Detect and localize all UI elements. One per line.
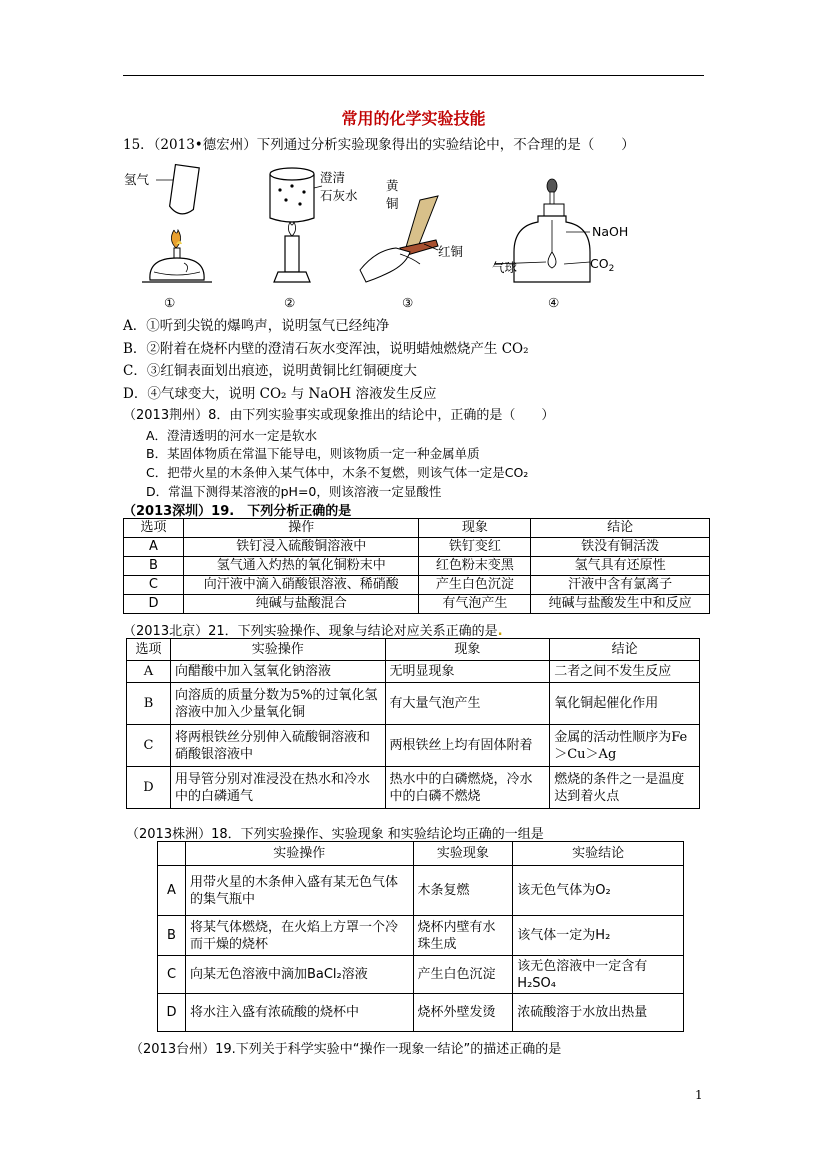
q15-option-c: C．③红铜表面划出痕迹，说明黄铜比红铜硬度大: [123, 363, 417, 379]
label-co2: $CO_2$: [590, 256, 615, 274]
table-cell: A: [124, 538, 184, 557]
header-cell: 结论: [550, 639, 700, 661]
table-cell: 铁钉变红: [419, 538, 531, 557]
label-limewater-1: 澄清: [320, 170, 346, 185]
table-cell: 有大量气泡产生: [385, 683, 550, 725]
table-cell: 产生白色沉淀: [413, 956, 513, 994]
q21bj-stem-dot: .: [497, 624, 503, 639]
table-cell: B: [124, 557, 184, 576]
label-naoh: NaOH: [592, 224, 629, 239]
header-cell: 实验操作: [185, 842, 413, 866]
label-hydrogen: 氢气: [124, 172, 150, 187]
q8-option-d: D．常温下测得某溶液的pH=0，则该溶液一定显酸性: [146, 484, 442, 499]
table-cell: 热水中的白磷燃烧，冷水中的白磷不燃烧: [385, 767, 550, 809]
table-cell: 铁没有铜活泼: [531, 538, 710, 557]
table-cell: D: [158, 994, 186, 1032]
table-row: [124, 557, 710, 576]
table-cell: 汗液中含有氯离子: [531, 576, 710, 595]
label-brass-1: 黄: [386, 178, 399, 193]
q19sz-table: [123, 518, 710, 614]
table-cell: 该无色溶液中一定含有H₂SO₄: [513, 956, 684, 994]
header-cell: [158, 842, 186, 866]
label-brass-2: 铜: [386, 196, 399, 211]
header-cell: 选项: [127, 639, 171, 661]
table-cell: C: [127, 725, 171, 767]
page-number: 1: [695, 1088, 703, 1102]
table-cell: 氧化铜起催化作用: [550, 683, 700, 725]
q18zz-stem: （2013株洲）18．下列实验操作、实验现象 和实验结论均正确的一组是: [126, 827, 544, 842]
table-row: [158, 866, 684, 916]
q8-option-b: B．某固体物质在常温下能导电，则该物质一定一种金属单质: [146, 446, 480, 461]
figure-2-candle-beaker: [270, 168, 358, 310]
table-row: [127, 661, 700, 683]
header-cell: 实验现象: [413, 842, 513, 866]
figure-number-2: ②: [284, 295, 296, 310]
table-cell: 木条复燃: [413, 866, 513, 916]
table-cell: 该气体一定为H₂: [513, 916, 684, 956]
table-row: [127, 767, 700, 809]
header-cell: 结论: [531, 519, 710, 538]
header-cell: 操作: [183, 519, 419, 538]
table-cell: 燃烧的条件之一是温度达到着火点: [550, 767, 700, 809]
table-cell: 向醋酸中加入氢氧化钠溶液: [170, 661, 385, 683]
q15-figure: [120, 160, 640, 312]
table-header-row: [158, 842, 684, 866]
q19tz-stem: （2013台州）19.下列关于科学实验中“操作一现象一结论”的描述正确的是: [130, 1042, 562, 1057]
header-cell: 实验结论: [513, 842, 684, 866]
table-cell: 氢气具有还原性: [531, 557, 710, 576]
q15-option-b: B．②附着在烧杯内壁的澄清石灰水变浑浊，说明蜡烛燃烧产生 CO₂: [123, 341, 529, 357]
table-cell: 烧杯内壁有水珠生成: [413, 916, 513, 956]
table-row: [158, 916, 684, 956]
q21bj-table: [126, 638, 700, 809]
table-cell: A: [127, 661, 171, 683]
table-cell: B: [127, 683, 171, 725]
q21bj-stem: [123, 620, 503, 639]
figure-3-brass-copper: [360, 178, 464, 310]
figure-number-1: ①: [164, 295, 176, 310]
label-balloon: 气球: [492, 260, 518, 275]
q15-option-a: A．①听到尖锐的爆鸣声，说明氢气已经纯净: [123, 318, 390, 334]
table-cell: 红色粉末变黑: [419, 557, 531, 576]
table-row: [158, 956, 684, 994]
figure-number-4: ④: [548, 295, 560, 310]
label-limewater-2: 石灰水: [320, 188, 358, 203]
table-cell: 产生白色沉淀: [419, 576, 531, 595]
table-cell: 浓硫酸溶于水放出热量: [513, 994, 684, 1032]
q8-stem: （2013荆州）8．由下列实验事实或现象推出的结论中，正确的是（ ）: [123, 408, 555, 423]
q8-option-c: C．把带火星的木条伸入某气体中，木条不复燃，则该气体一定是CO₂: [146, 465, 529, 480]
table-cell: 铁钉浸入硫酸铜溶液中: [183, 538, 419, 557]
header-cell: 实验操作: [170, 639, 385, 661]
table-cell: 该无色气体为O₂: [513, 866, 684, 916]
table-cell: 向汗液中滴入硝酸银溶液、稀硝酸: [183, 576, 419, 595]
header-cell: 现象: [419, 519, 531, 538]
table-header-row: [124, 519, 710, 538]
table-row: [158, 994, 684, 1032]
q21bj-stem-text: （2013北京）21．下列实验操作、现象与结论对应关系正确的是: [123, 624, 498, 639]
figure-1-hydrogen-test: [124, 165, 212, 310]
table-cell: 纯碱与盐酸发生中和反应: [531, 595, 710, 614]
q18zz-table: [157, 841, 684, 1032]
table-cell: 有气泡产生: [419, 595, 531, 614]
table-cell: D: [124, 595, 184, 614]
table-cell: 烧杯外壁发烫: [413, 994, 513, 1032]
table-cell: 两根铁丝上均有固体附着: [385, 725, 550, 767]
table-cell: 金属的活动性顺序为Fe＞Cu＞Ag: [550, 725, 700, 767]
figure-4-co2-flask: [492, 179, 628, 310]
table-row: [127, 725, 700, 767]
table-cell: C: [158, 956, 186, 994]
table-cell: 纯碱与盐酸混合: [183, 595, 419, 614]
table-cell: 氢气通入灼热的氧化铜粉末中: [183, 557, 419, 576]
table-row: [124, 576, 710, 595]
q15-option-d: D．④气球变大，说明 CO₂ 与 NaOH 溶液发生反应: [123, 386, 437, 402]
q8-option-a: A．澄清透明的河水一定是软水: [146, 428, 318, 443]
table-row: [124, 538, 710, 557]
table-header-row: [127, 639, 700, 661]
page-title: 常用的化学实验技能: [341, 109, 486, 128]
table-cell: 用导管分别对准浸没在热水和冷水中的白磷通气: [170, 767, 385, 809]
label-copper: 红铜: [438, 244, 464, 259]
header-cell: 选项: [124, 519, 184, 538]
table-cell: 向溶质的质量分数为5%的过氧化氢溶液中加入少量氧化铜: [170, 683, 385, 725]
q15-stem: 15．（2013•德宏州）下列通过分析实验现象得出的实验结论中，不合理的是（ ）: [123, 137, 635, 153]
table-cell: 向某无色溶液中滴加BaCl₂溶液: [185, 956, 413, 994]
table-cell: A: [158, 866, 186, 916]
table-cell: 将某气体燃烧，在火焰上方罩一个冷而干燥的烧杯: [185, 916, 413, 956]
table-row: [124, 595, 710, 614]
table-row: [127, 683, 700, 725]
table-cell: 用带火星的木条伸入盛有某无色气体的集气瓶中: [185, 866, 413, 916]
table-cell: 二者之间不发生反应: [550, 661, 700, 683]
table-cell: 将水注入盛有浓硫酸的烧杯中: [185, 994, 413, 1032]
table-cell: D: [127, 767, 171, 809]
table-cell: B: [158, 916, 186, 956]
table-cell: C: [124, 576, 184, 595]
figure-number-3: ③: [402, 295, 414, 310]
header-rule: [123, 75, 704, 76]
header-cell: 现象: [385, 639, 550, 661]
q19sz-stem: （2013深圳）19. 下列分析正确的是: [123, 504, 352, 519]
table-cell: 将两根铁丝分别伸入硫酸铜溶液和硝酸银溶液中: [170, 725, 385, 767]
table-cell: 无明显现象: [385, 661, 550, 683]
